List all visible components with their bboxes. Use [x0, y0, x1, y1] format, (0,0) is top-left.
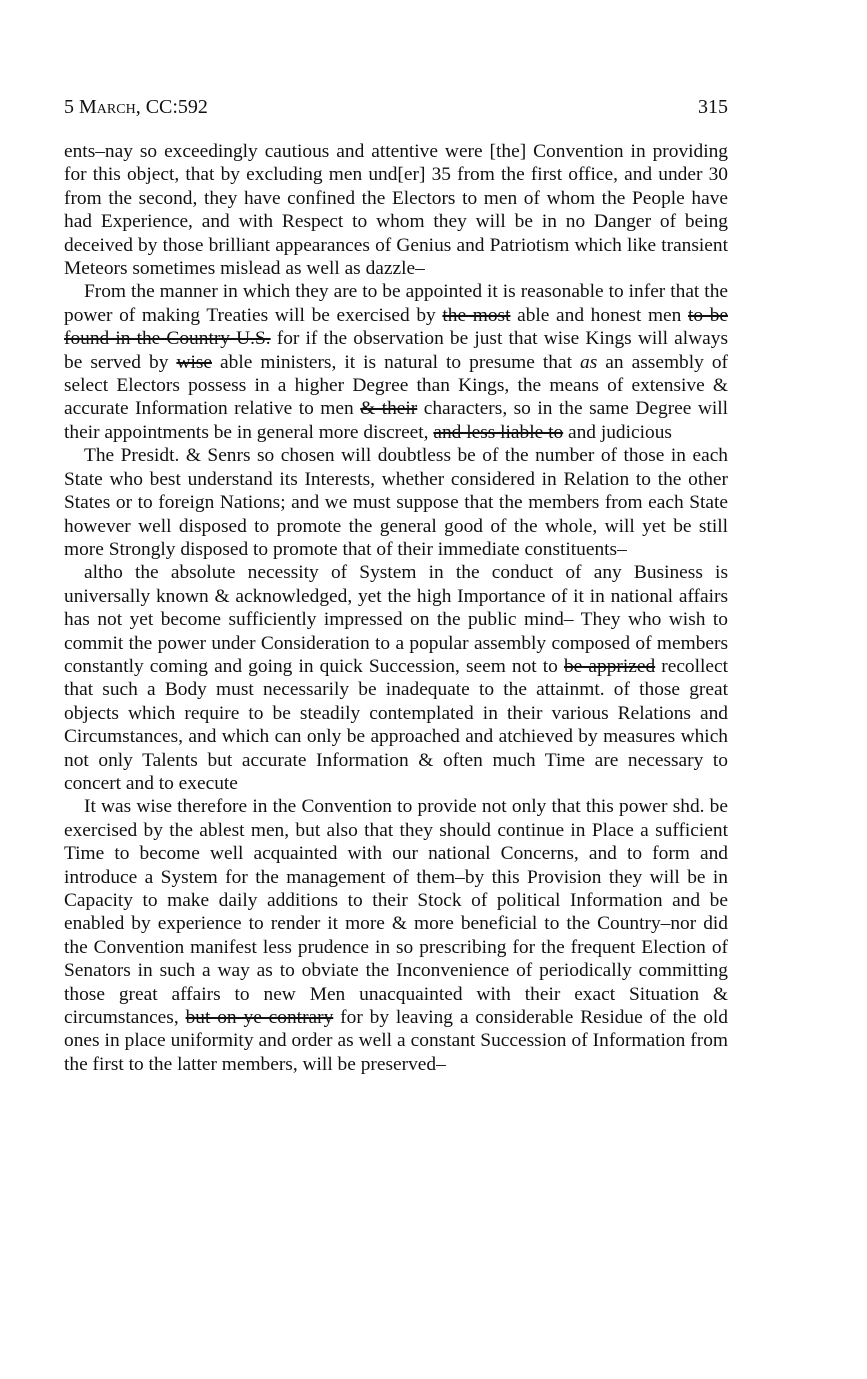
text-segment: characters, so in the same Degree will their appointments be in general more discreet, [64, 398, 729, 443]
text-segment: It was wise therefore in the Convention to provide not only that this power shd. be exercised by the ablest men, but also that they should continue in Place a sufficient Time to become well acquainted with our national Concerns, and to form and introduce a System for the management of them–by this Provision they will be in Capacity to make daily additions to their Stock of political Information and be enabled by experience to render it more & more beneficial to the Country–nor did the Convention manifest less prudence in so prescribing for the frequent Election of Senators in such a way as to obviate the Inconvenience of periodically committing those great affairs to new Men unacquainted with their exact Situation & circumstances, [64, 796, 728, 1029]
text-segment: for by leaving a considerable Residue of the old ones in place uniformity and order as well a constant Succession of Information from the first to the latter members, will be preserved– [64, 1007, 728, 1075]
deleted-text: but on ye contrary [185, 1007, 334, 1029]
paragraph-4 [64, 561, 728, 795]
text-segment: and judicious [563, 421, 672, 443]
body-text [64, 140, 728, 1076]
italic-text: as [580, 351, 598, 373]
deleted-text: to be found in the Country U.S. [64, 304, 729, 350]
paragraph-1 [64, 140, 728, 280]
header-month: March [79, 96, 136, 118]
page-number: 315 [698, 96, 728, 118]
running-head [64, 96, 728, 120]
text-segment: ents–nay so exceedingly cautious and attentive were [the] Convention in providing for this object, that by excluding men und[er] 35 from the first office, and under 30 from the second, they have confined the Electors to men of whom the People have had Experience, and with Respect to whom they will be in no Danger of being deceived by those brilliant appearances of Genius and Patriotism which like transient Meteors sometimes mislead as well as dazzle– [64, 141, 728, 280]
running-head-left [64, 96, 208, 119]
paragraph-3 [64, 444, 728, 561]
paragraph-5 [64, 795, 728, 1076]
text-segment: From the manner in which they are to be appointed it is reasonable to infer that the power of making Treaties will be exercised by [64, 281, 728, 326]
text-segment: an assembly of select Electors possess in a higher Degree than Kings, the means of extensive & accurate Information relative to men [64, 351, 728, 420]
text-segment: altho the absolute necessity of System in the conduct of any Business is universally known & acknowledged, yet the high Importance of it in national affairs has not yet become sufficiently impressed on the public mind– They who wish to commit the power under Consideration to a popular assembly composed of members constantly coming and going in quick Succession, seem not to [64, 562, 728, 677]
deleted-text: the most [442, 304, 511, 326]
text-segment: recollect that such a Body must necessarily be inadequate to the attainmt. of those great objects which require to be steadily contemplated in their various Relations and Circumstances, and which can only be approached and atchieved by measures which not only Talents but accurate Information & often much Time are necessary to concert and to execute [64, 655, 729, 794]
deleted-text: be apprized [563, 655, 656, 677]
text-segment: The Presidt. & Senrs so chosen will doubtless be of the number of those in each State who best understand its Interests, whether considered in Relation to the other States or to foreign Nations; and we must suppose that the members from each State however well disposed to promote the general good of the whole, will yet be still more Strongly disposed to promote that of their immediate constituents– [64, 445, 728, 560]
text-segment: able ministers, it is natural to presume that [211, 351, 580, 373]
deleted-text: and less liable to [433, 421, 564, 443]
text-segment: able and honest men [510, 304, 688, 326]
text-segment: for if the observation be just that wise Kings will always be served by [64, 328, 728, 373]
paragraph-2 [64, 280, 728, 444]
deleted-text: wise [176, 351, 212, 373]
document-page [64, 96, 728, 1076]
deleted-text: & their [360, 398, 418, 420]
header-ref: , CC:592 [135, 96, 208, 118]
header-date: 5 [64, 96, 79, 118]
